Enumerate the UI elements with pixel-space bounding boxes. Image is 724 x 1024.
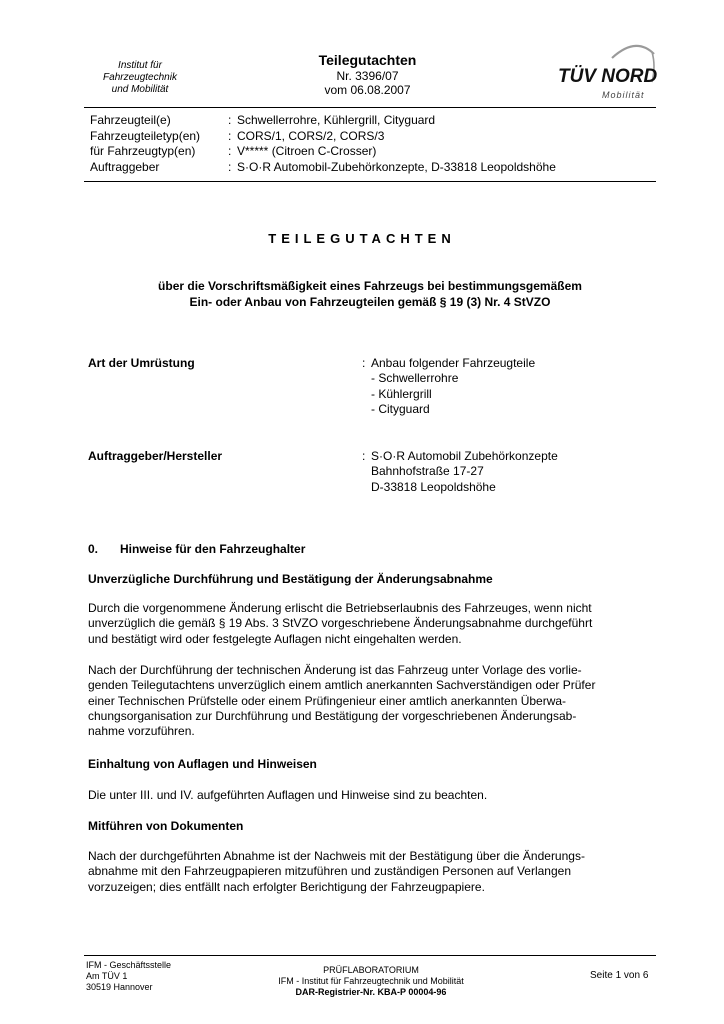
paragraph-3: Die unter III. und IV. aufgeführten Auflagen und Hinweise sind zu beachten.: [88, 788, 488, 802]
document-title: Teilegutachten: [318, 52, 417, 68]
value-line: - Cityguard: [371, 402, 430, 417]
logo-wordmark: TÜV NORD: [558, 66, 658, 87]
tuv-nord-logo: [540, 38, 670, 108]
meta-label: für Fahrzeugtyp(en): [90, 144, 196, 158]
subtitle: [90, 278, 650, 310]
meta-row: [90, 144, 556, 160]
meta-colon: :: [228, 128, 232, 143]
section-title: Hinweise für den Fahrzeughalter: [120, 542, 306, 556]
meta-colon: :: [228, 113, 232, 127]
document-number: Nr. 3396/07: [336, 69, 399, 83]
paragraph-4: Nach der durchgeführten Abnahme ist der Nachweis mit der Bestätigung über die Änderungs- abnahme mit den Fahrzeugpapieren mitzuführen und zuständigen Personen auf Verlangen vorzuzeigen; dies entfällt nach erfolgter Berichtigung der Fahrzeugpapiere.: [88, 849, 585, 894]
subtitle-line: Ein- oder Anbau von Fahrzeugteilen gemäß § 19 (3) Nr. 4 StVZO: [189, 295, 551, 309]
main-title: TEILEGUTACHTEN: [268, 231, 456, 246]
value-line: D-33818 Leopoldshöhe: [371, 479, 496, 494]
logo-arc-icon: [540, 38, 670, 108]
heading-dokumente: Mitführen von Dokumenten: [88, 819, 244, 833]
header-divider: [84, 107, 656, 108]
institute-name: [80, 60, 200, 96]
auftraggeber-value: [362, 449, 558, 495]
value-line: : Anbau folgender Fahrzeugteile: [362, 356, 536, 370]
heading-durchfuehrung: Unverzügliche Durchführung und Bestätigung der Änderungsabnahme: [88, 572, 493, 586]
meta-colon: :: [228, 159, 232, 174]
institute-line: und Mobilität: [111, 84, 169, 95]
meta-row: [90, 129, 556, 145]
logo-subtitle: Mobilität: [602, 90, 645, 100]
section-number: 0.: [88, 542, 99, 556]
meta-value: V***** (Citroen C-Crosser): [237, 144, 377, 158]
section-0-heading: [88, 542, 305, 556]
art-der-umruestung-label: Art der Umrüstung: [88, 356, 195, 370]
art-der-umruestung-value: [362, 356, 535, 418]
auftraggeber-label: Auftraggeber/Hersteller: [88, 449, 223, 463]
meta-value: Schwellerrohre, Kühlergrill, Cityguard: [237, 113, 436, 127]
value-line: - Kühlergrill: [371, 386, 432, 401]
paragraph-1: Durch die vorgenommene Änderung erlischt die Betriebserlaubnis des Fahrzeuges, wenn nicht unverzüglich die gemäß § 19 Abs. 3 StVZO vorgeschriebene Änderungsabnahme durchgeführt und bestätigt wird oder festgelegte Auflagen nicht eingehalten werden.: [88, 601, 593, 646]
page-number: Seite 1 von 6: [590, 970, 649, 981]
paragraph-2: Nach der Durchführung der technischen Änderung ist das Fahrzeug unter Vorlage des vorlie- genden Teilegutachtens unverzüglich einem amtlich anerkannten Sachverständigen oder Prüfer einer Technischen Prüfstelle oder einem Prüfingenieur einer amtlich anerkannten Überwa- chungsorganisation zur Durchführung und Bestätigung der vorgeschriebenen Änderungsab- nahme vorzuführen.: [88, 663, 596, 739]
footer-laboratory: PRÜFLABORATORIUM IFM - Institut für Fahrzeugtechnik und Mobilität DAR-Registrier-Nr. KBA-P 00004-96: [278, 965, 464, 997]
value-line: Bahnhofstraße 17-27: [371, 464, 484, 479]
meta-block: [90, 113, 556, 175]
meta-label: Auftraggeber: [90, 159, 160, 174]
heading-auflagen: Einhaltung von Auflagen und Hinweisen: [88, 757, 317, 771]
document-date: vom 06.08.2007: [324, 83, 411, 97]
footer-divider: [84, 955, 656, 956]
meta-divider: [84, 181, 656, 182]
subtitle-line: über die Vorschriftsmäßigkeit eines Fahrzeugs bei bestimmungsgemäßem: [158, 279, 582, 293]
meta-colon: :: [228, 144, 232, 158]
meta-value: CORS/1, CORS/2, CORS/3: [237, 128, 385, 143]
meta-row: [90, 113, 556, 129]
document-header: [270, 52, 465, 97]
value-line: - Schwellerrohre: [371, 371, 459, 386]
institute-line: Fahrzeugtechnik: [103, 72, 177, 83]
meta-label: Fahrzeugteiletyp(en): [90, 128, 201, 143]
meta-row: [90, 160, 556, 176]
meta-value: S·O·R Automobil-Zubehörkonzepte, D-33818 Leopoldshöhe: [237, 159, 556, 174]
footer-address: IFM - Geschäftsstelle Am TÜV 1 30519 Hannover: [86, 960, 172, 992]
meta-label: Fahrzeugteil(e): [90, 113, 171, 127]
value-line: : S·O·R Automobil Zubehörkonzepte: [362, 449, 558, 463]
institute-line: Institut für: [118, 60, 162, 71]
